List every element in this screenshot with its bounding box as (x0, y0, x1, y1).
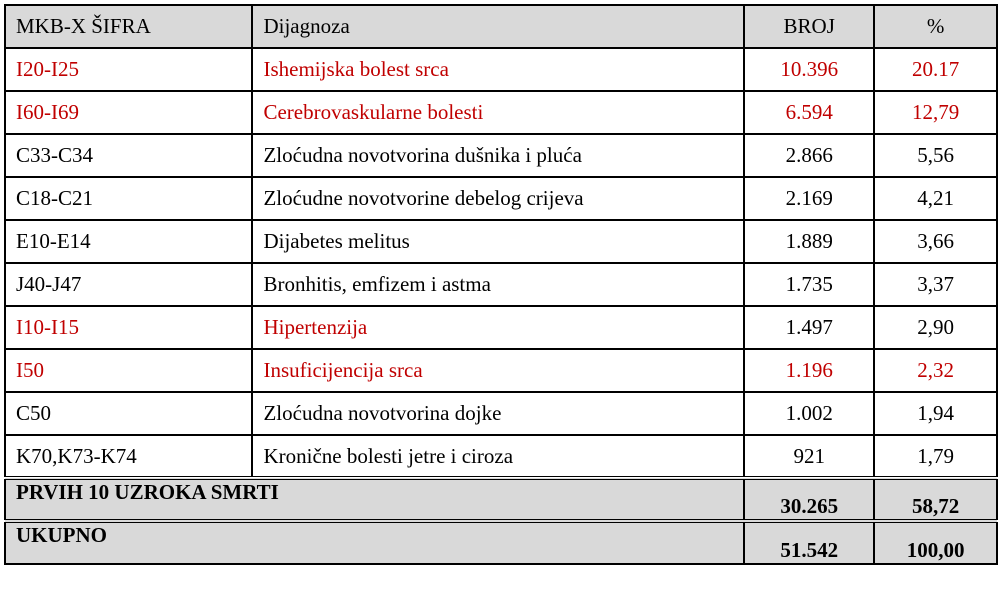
diagnosis-cell: Zloćudne novotvorine debelog crijeva (252, 177, 744, 220)
diagnosis-cell: Dijabetes melitus (252, 220, 744, 263)
table-row (5, 435, 997, 478)
header-diagnosis: Dijagnoza (252, 5, 744, 48)
summary-row (5, 478, 997, 521)
code-cell: K70,K73-K74 (5, 435, 252, 478)
count-cell: 1.497 (744, 306, 874, 349)
diagnosis-cell: Zloćudna novotvorina dojke (252, 392, 744, 435)
diagnosis-cell: Bronhitis, emfizem i astma (252, 263, 744, 306)
count-cell: 6.594 (744, 91, 874, 134)
header-percent: % (874, 5, 997, 48)
count-cell: 10.396 (744, 48, 874, 91)
percent-cell: 1,79 (874, 435, 997, 478)
count-cell: 921 (744, 435, 874, 478)
code-cell: C33-C34 (5, 134, 252, 177)
code-cell: C18-C21 (5, 177, 252, 220)
table-row (5, 91, 997, 134)
diagnosis-cell: Ishemijska bolest srca (252, 48, 744, 91)
percent-cell: 20.17 (874, 48, 997, 91)
table-row (5, 220, 997, 263)
total-percent: 100,00 (874, 521, 997, 564)
percent-cell: 4,21 (874, 177, 997, 220)
count-cell: 2.866 (744, 134, 874, 177)
table-row (5, 134, 997, 177)
code-cell: E10-E14 (5, 220, 252, 263)
header-code: MKB-X ŠIFRA (5, 5, 252, 48)
diagnosis-cell: Hipertenzija (252, 306, 744, 349)
diagnosis-cell: Cerebrovaskularne bolesti (252, 91, 744, 134)
percent-cell: 5,56 (874, 134, 997, 177)
summary-percent: 58,72 (874, 478, 997, 521)
code-cell: I50 (5, 349, 252, 392)
percent-cell: 3,37 (874, 263, 997, 306)
percent-cell: 1,94 (874, 392, 997, 435)
count-cell: 1.889 (744, 220, 874, 263)
code-cell: I60-I69 (5, 91, 252, 134)
table-row (5, 48, 997, 91)
table-row (5, 306, 997, 349)
total-count: 51.542 (744, 521, 874, 564)
percent-cell: 3,66 (874, 220, 997, 263)
summary-label: PRVIH 10 UZROKA SMRTI (5, 478, 744, 521)
diagnosis-cell: Kronične bolesti jetre i ciroza (252, 435, 744, 478)
diagnosis-cell: Insuficijencija srca (252, 349, 744, 392)
table-row (5, 177, 997, 220)
table-body (5, 48, 997, 564)
code-cell: I10-I15 (5, 306, 252, 349)
percent-cell: 2,32 (874, 349, 997, 392)
code-cell: J40-J47 (5, 263, 252, 306)
total-row (5, 521, 997, 564)
count-cell: 1.735 (744, 263, 874, 306)
count-cell: 1.002 (744, 392, 874, 435)
table-row (5, 392, 997, 435)
count-cell: 1.196 (744, 349, 874, 392)
code-cell: C50 (5, 392, 252, 435)
summary-count: 30.265 (744, 478, 874, 521)
percent-cell: 2,90 (874, 306, 997, 349)
header-count: BROJ (744, 5, 874, 48)
total-label: UKUPNO (5, 521, 744, 564)
count-cell: 2.169 (744, 177, 874, 220)
code-cell: I20-I25 (5, 48, 252, 91)
causes-of-death-table (4, 4, 998, 565)
table-row (5, 263, 997, 306)
percent-cell: 12,79 (874, 91, 997, 134)
header-row (5, 5, 997, 48)
table-row (5, 349, 997, 392)
diagnosis-cell: Zloćudna novotvorina dušnika i pluća (252, 134, 744, 177)
